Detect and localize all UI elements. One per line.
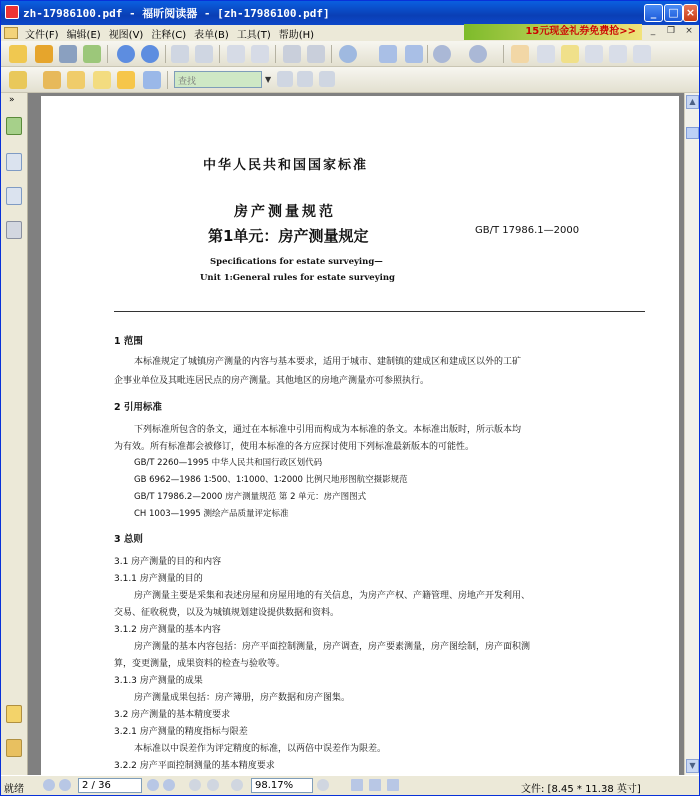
prev-page-icon[interactable] bbox=[117, 45, 135, 63]
zoom-out-status-icon[interactable] bbox=[231, 779, 243, 791]
doc-title: 房产测量规范 bbox=[234, 204, 336, 220]
bookmarks-icon[interactable] bbox=[6, 117, 22, 135]
reference-item: CH 1003—1995 测绘产品质量评定标准 bbox=[134, 509, 289, 519]
status-text: 就绪 bbox=[4, 784, 24, 795]
menu-file[interactable]: 文件(F) bbox=[25, 29, 59, 41]
scroll-thumb[interactable] bbox=[686, 127, 699, 139]
menu-tools[interactable]: 工具(T) bbox=[236, 29, 271, 41]
promo-banner[interactable]: 15元现金礼券免费抢>> bbox=[464, 24, 642, 40]
camera-icon[interactable] bbox=[633, 45, 651, 63]
scroll-down-icon[interactable]: ▼ bbox=[686, 759, 699, 773]
undo-icon[interactable] bbox=[283, 45, 301, 63]
facing-icon[interactable] bbox=[387, 779, 399, 791]
menu-help[interactable]: 帮助(H) bbox=[278, 29, 315, 41]
divider-line bbox=[114, 311, 645, 312]
forward-icon[interactable] bbox=[195, 45, 213, 63]
app-icon bbox=[5, 5, 19, 19]
left-panel bbox=[1, 93, 28, 775]
text-line: 本标准以中误差作为评定精度的标准，以两倍中误差作为限差。 bbox=[134, 744, 387, 754]
paste-icon[interactable] bbox=[251, 45, 269, 63]
next-page-icon[interactable] bbox=[141, 45, 159, 63]
pencil-icon[interactable] bbox=[43, 71, 61, 89]
subsection-title: 3.2 房产测量的基本精度要求 bbox=[114, 710, 231, 720]
subsection-title: 3.1.1 房产测量的目的 bbox=[114, 574, 203, 584]
annotation-toolbar bbox=[1, 67, 699, 93]
section-1-title: 1 范围 bbox=[114, 336, 143, 347]
reference-item: GB/T 17986.2—2000 房产测量规范 第 2 单元：房产图图式 bbox=[134, 492, 367, 502]
annotations-icon[interactable] bbox=[6, 187, 22, 205]
pointer-icon[interactable] bbox=[561, 45, 579, 63]
section-3-title: 3 总则 bbox=[114, 534, 143, 545]
fit-width-icon[interactable] bbox=[405, 45, 423, 63]
text-line: 下列标准所包含的条文，通过在本标准中引用而构成为本标准的条文。本标准出版时，所示版本均 bbox=[134, 425, 522, 435]
text-line: 企事业单位及其毗连居民点的房产测量。其他地区的房地产测量亦可参照执行。 bbox=[114, 376, 430, 386]
section-2-title: 2 引用标准 bbox=[114, 402, 162, 413]
doc-minimize-button[interactable]: _ bbox=[650, 26, 656, 36]
history-forward-icon[interactable] bbox=[207, 779, 219, 791]
subsection-title: 3.2.1 房产测量的精度指标与限差 bbox=[114, 727, 248, 737]
doc-icon bbox=[4, 27, 18, 39]
select-text-icon[interactable] bbox=[537, 45, 555, 63]
highlight-icon[interactable] bbox=[67, 71, 85, 89]
comments-panel-icon[interactable] bbox=[6, 705, 22, 723]
text-line: 交易、征收税费，以及为城镇规划建设提供数据和资料。 bbox=[114, 608, 340, 618]
history-back-icon[interactable] bbox=[189, 779, 201, 791]
reference-item: GB 6962—1986 1∶500、1∶1000、1∶2000 比例尺地形图航空摄影规范 bbox=[134, 475, 408, 485]
print-icon[interactable] bbox=[59, 45, 77, 63]
layers-icon[interactable] bbox=[6, 221, 22, 239]
main-toolbar bbox=[1, 41, 699, 67]
open-icon[interactable] bbox=[9, 45, 27, 63]
subsection-title: 3.1.2 房产测量的基本内容 bbox=[114, 625, 221, 635]
standard-header: 中华人民共和国国家标准 bbox=[203, 158, 369, 173]
pages-icon[interactable] bbox=[6, 153, 22, 171]
single-page-icon[interactable] bbox=[351, 779, 363, 791]
zoom-in-status-icon[interactable] bbox=[317, 779, 329, 791]
zoom-plus-icon[interactable] bbox=[469, 45, 487, 63]
maximize-button[interactable]: □ bbox=[664, 4, 683, 22]
attachments-icon[interactable] bbox=[6, 739, 22, 757]
expand-icon[interactable]: » bbox=[9, 95, 15, 105]
text-line: 房产测量的基本内容包括：房产平面控制测量，房产调查，房产要素测量，房产图绘制，房产面积测 bbox=[134, 642, 531, 652]
text-line: 算，变更测量，成果资料的检查与验收等。 bbox=[114, 659, 286, 669]
arrow-icon[interactable] bbox=[143, 71, 161, 89]
last-page-icon[interactable] bbox=[163, 779, 175, 791]
status-bar bbox=[1, 775, 699, 795]
pdf-page bbox=[41, 96, 679, 775]
snapshot-icon[interactable] bbox=[585, 45, 603, 63]
text-line: 本标准规定了城镇房产测量的内容与基本要求，适用于城市、建制镇的建成区和建成区以外的工矿 bbox=[134, 357, 522, 367]
find-next-icon[interactable] bbox=[297, 71, 313, 87]
search-icon[interactable] bbox=[319, 71, 335, 87]
document-area[interactable] bbox=[28, 93, 684, 775]
copy-icon[interactable] bbox=[227, 45, 245, 63]
prev-page-nav-icon[interactable] bbox=[59, 779, 71, 791]
callout-icon[interactable] bbox=[117, 71, 135, 89]
menu-comment[interactable]: 注释(C) bbox=[151, 29, 187, 41]
title-bar bbox=[1, 1, 699, 25]
text-line: 为有效。所有标准都会被修订，使用本标准的各方应探讨使用下列标准最新版本的可能性。 bbox=[114, 442, 475, 452]
doc-restore-button[interactable]: ❐ bbox=[666, 26, 676, 36]
redo-icon[interactable] bbox=[307, 45, 325, 63]
english-title-1: Specifications for estate surveying— bbox=[210, 257, 383, 267]
english-title-2: Unit 1:General rules for estate surveying bbox=[200, 273, 395, 283]
close-button[interactable]: × bbox=[683, 4, 698, 22]
continuous-icon[interactable] bbox=[369, 779, 381, 791]
subsection-title: 3.2.2 房产平面控制测量的基本精度要求 bbox=[114, 761, 275, 771]
page-number-field[interactable]: 2 / 36 bbox=[78, 778, 142, 793]
folder-icon[interactable] bbox=[35, 45, 53, 63]
doc-subtitle: 第1单元：房产测量规定 bbox=[208, 227, 369, 245]
window-title: zh-17986100.pdf - 福昕阅读器 - [zh-17986100.pdf] bbox=[23, 7, 330, 20]
email-icon[interactable] bbox=[83, 45, 101, 63]
menu-edit[interactable]: 编辑(E) bbox=[66, 29, 101, 41]
next-page-nav-icon[interactable] bbox=[147, 779, 159, 791]
note-icon[interactable] bbox=[9, 71, 27, 89]
subsection-title: 3.1.3 房产测量的成果 bbox=[114, 676, 203, 686]
zoom-field[interactable]: 98.17% bbox=[251, 778, 313, 793]
find-prev-icon[interactable] bbox=[277, 71, 293, 87]
zoom-in-icon[interactable] bbox=[339, 45, 357, 63]
subsection-title: 3.1 房产测量的目的和内容 bbox=[114, 557, 222, 567]
text-box-icon[interactable] bbox=[93, 71, 111, 89]
minimize-button[interactable]: _ bbox=[644, 4, 663, 22]
vertical-scrollbar[interactable] bbox=[684, 93, 699, 775]
doc-close-button[interactable]: × bbox=[685, 26, 693, 36]
find-dropdown-icon[interactable]: ▼ bbox=[265, 75, 272, 84]
hand-tool-icon[interactable] bbox=[511, 45, 529, 63]
zoom-out-icon[interactable] bbox=[433, 45, 451, 63]
text-line: 房产测量主要是采集和表述房屋和房屋用地的有关信息，为房产产权、产籍管理、房地产开发利用、 bbox=[134, 591, 531, 601]
typewriter-icon[interactable] bbox=[609, 45, 627, 63]
reference-item: GB/T 2260—1995 中华人民共和国行政区划代码 bbox=[134, 458, 323, 468]
menu-view[interactable]: 视图(V) bbox=[108, 29, 144, 41]
menu-form[interactable]: 表单(B) bbox=[194, 29, 229, 41]
file-size-info: 文件: [8.45 * 11.38 英寸] bbox=[521, 784, 641, 795]
standard-code: GB/T 17986.1—2000 bbox=[475, 225, 580, 236]
first-page-icon[interactable] bbox=[43, 779, 55, 791]
scroll-up-icon[interactable]: ▲ bbox=[686, 95, 699, 109]
find-input[interactable]: 查找 bbox=[174, 71, 262, 88]
fit-page-icon[interactable] bbox=[379, 45, 397, 63]
back-icon[interactable] bbox=[171, 45, 189, 63]
text-line: 房产测量成果包括：房产簿册，房产数据和房产图集。 bbox=[134, 693, 351, 703]
